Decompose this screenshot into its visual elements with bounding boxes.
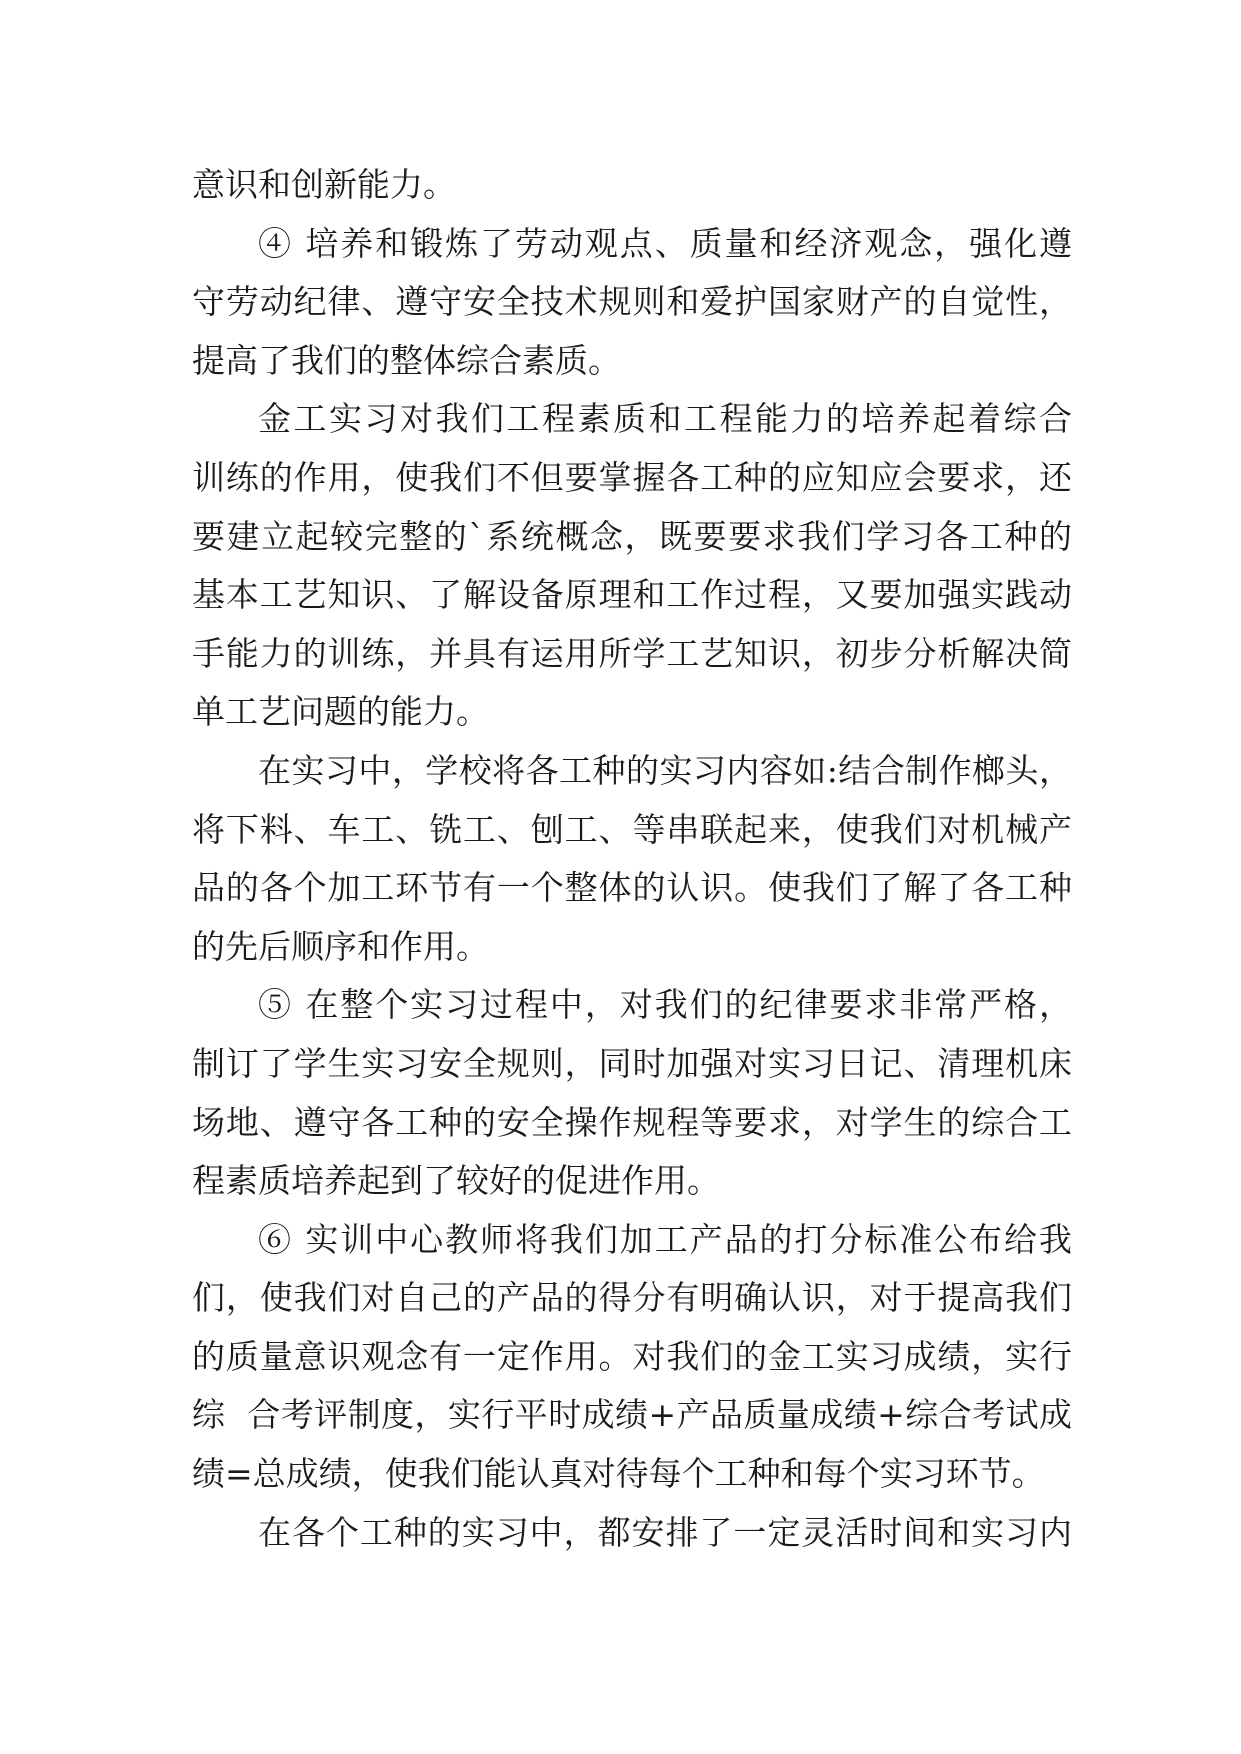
text-line: 将下料、车工、铣工、刨工、等串联起来，使我们对机械产 bbox=[192, 809, 1072, 849]
text-line: ④ 培养和锻炼了劳动观点、质量和经济观念，强化遵 bbox=[258, 223, 1072, 263]
text-line: 单工艺问题的能力。 bbox=[192, 692, 489, 732]
text-line: 综 合考评制度，实行平时成绩+产品质量成绩+综合考试成 bbox=[192, 1395, 1072, 1435]
text-line: 提高了我们的整体综合素质。 bbox=[192, 340, 621, 380]
document-body bbox=[192, 156, 1072, 1562]
text-line: 意识和创新能力。 bbox=[192, 165, 456, 204]
text-line: 制订了学生实习安全规则，同时加强对实习日记、清理机床 bbox=[192, 1043, 1072, 1083]
text-line: 金工实习对我们工程素质和工程能力的培养起着综合 bbox=[258, 399, 1072, 439]
text-line: ⑤ 在整个实习过程中，对我们的纪律要求非常严格， bbox=[258, 985, 1072, 1025]
text-line: 手能力的训练，并具有运用所学工艺知识，初步分析解决简 bbox=[192, 633, 1072, 673]
text-line: 的先后顺序和作用。 bbox=[192, 926, 489, 966]
text-line: 们，使我们对自己的产品的得分有明确认识，对于提高我们 bbox=[192, 1278, 1072, 1318]
text-line: 要建立起较完整的`系统概念，既要要求我们学习各工种的 bbox=[192, 516, 1072, 556]
text-line: 品的各个加工环节有一个整体的认识。使我们了解了各工种 bbox=[192, 868, 1072, 908]
text-line: 在各个工种的实习中，都安排了一定灵活时间和实习内 bbox=[258, 1512, 1072, 1552]
text-line: 在实习中，学校将各工种的实习内容如:结合制作榔头， bbox=[258, 750, 1072, 790]
text-line: 基本工艺知识、了解设备原理和工作过程，又要加强实践动 bbox=[192, 575, 1072, 615]
text-line: 程素质培养起到了较好的促进作用。 bbox=[192, 1161, 720, 1201]
text-line: ⑥ 实训中心教师将我们加工产品的打分标准公布给我 bbox=[258, 1219, 1072, 1259]
text-line: 守劳动纪律、遵守安全技术规则和爱护国家财产的自觉性， bbox=[192, 282, 1072, 322]
text-line: 绩=总成绩，使我们能认真对待每个工种和每个实习环节。 bbox=[192, 1454, 1045, 1494]
text-line: 场地、遵守各工种的安全操作规程等要求，对学生的综合工 bbox=[192, 1102, 1072, 1142]
text-line: 训练的作用，使我们不但要掌握各工种的应知应会要求，还 bbox=[192, 457, 1072, 497]
text-line: 的质量意识观念有一定作用。对我们的金工实习成绩，实行 bbox=[192, 1336, 1072, 1376]
